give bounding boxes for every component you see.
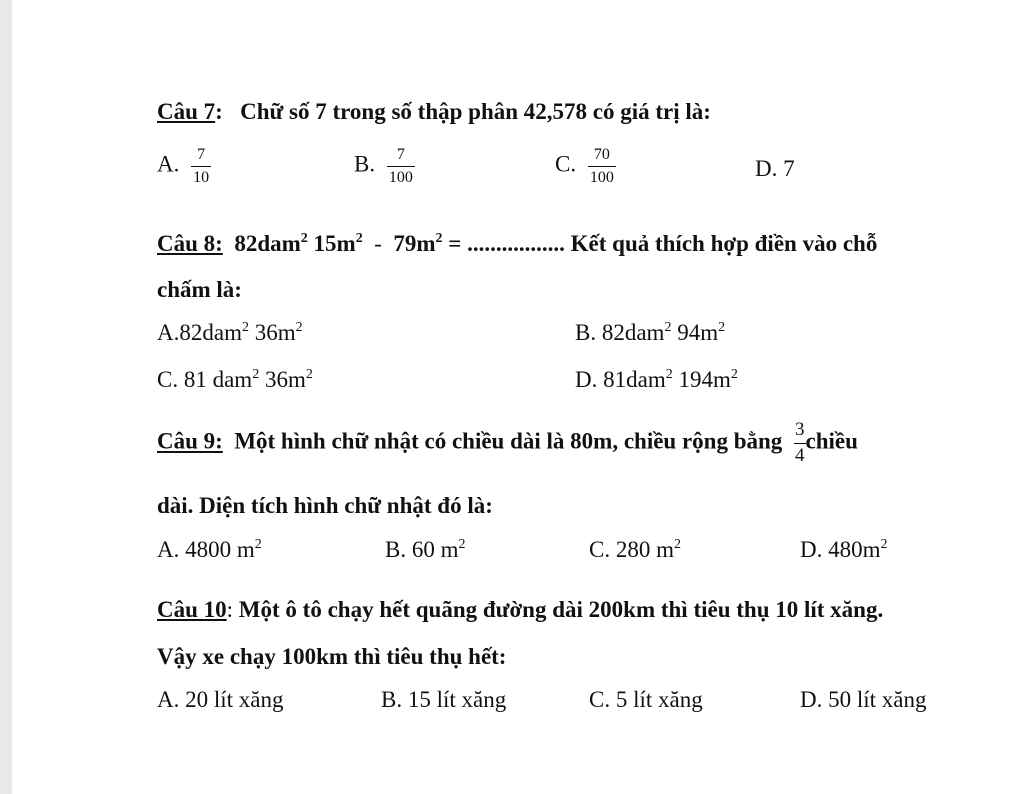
exponent: 2 [252,367,260,382]
question-10-text: Một ô tô chạy hết quãng đường dài 200km thì tiêu thụ 10 lít xăng. [238,597,884,622]
option-text: 94m [677,320,719,345]
option-text: B. 60 m [385,537,459,562]
fraction [794,420,806,467]
q10-option-b: B. 15 lít xăng [381,687,507,712]
exponent: 2 [300,231,308,246]
fraction [191,146,211,186]
option-letter: B. [354,151,376,177]
exponent: 2 [880,537,888,552]
question-8 [157,231,877,257]
option-text: D. 480m [800,537,881,562]
option-text: B. 82dam [575,320,665,345]
exponent: 2 [295,320,303,335]
fraction [588,146,616,186]
fraction-denominator: 10 [191,166,211,187]
question-7-colon: : [215,99,223,124]
question-10 [157,597,883,623]
exponent: 2 [305,367,313,382]
fraction-denominator: 100 [588,166,616,187]
exponent: 2 [664,320,672,335]
question-9 [157,420,858,467]
minus-sign: - [374,231,382,256]
q7-option-d [755,156,795,182]
question-7-label: Câu 7 [157,99,216,124]
option-text: D. 81dam [575,367,666,392]
option-text: C. 280 m [589,537,674,562]
q8-option-b [575,320,725,346]
exponent: 2 [254,537,262,552]
expr-term: 82dam [234,231,301,256]
exponent: 2 [665,367,673,382]
option-text: 36m [254,320,296,345]
q8-option-d [575,367,738,393]
question-9-label: Câu 9: [157,428,223,454]
fraction-numerator: 3 [795,419,805,440]
question-8-label: Câu 8: [157,231,223,256]
exponent: 2 [355,231,363,246]
question-10-colon: : [226,597,234,622]
exponent: 2 [673,537,681,552]
exponent: 2 [718,320,726,335]
question-7 [157,99,711,125]
option-value: 7 [783,156,795,181]
exponent: 2 [458,537,466,552]
option-letter: D. [755,156,778,181]
q7-option-a [157,146,211,186]
exponent: 2 [435,231,443,246]
fraction [387,146,415,186]
option-text: A.82dam [157,320,242,345]
question-9-text-after: chiều [805,428,858,454]
option-text: C. 81 dam [157,367,253,392]
option-text: 36m [264,367,306,392]
question-10-continued: Vậy xe chạy 100km thì tiêu thụ hết: [157,644,507,669]
q9-option-c [589,537,681,563]
fraction-numerator: 7 [197,146,206,163]
fill-in-dots: ................. [467,231,565,256]
exponent: 2 [241,320,249,335]
option-letter: C. [555,151,577,177]
fraction-numerator: 7 [396,146,405,163]
q10-option-c: C. 5 lít xăng [589,687,703,712]
q7-option-b [354,146,415,186]
expr-term: 79m [393,231,436,256]
q10-option-d: D. 50 lít xăng [800,687,927,712]
fraction-denominator: 4 [795,444,805,466]
expr-term: 15m [313,231,356,256]
equals-sign: = [448,231,462,256]
q10-option-a: A. 20 lít xăng [157,687,284,712]
question-8-text: Kết quả thích hợp điền vào chỗ [570,231,878,256]
q9-option-a [157,537,262,563]
option-letter: A. [157,151,180,177]
q9-option-d [800,537,888,563]
q8-option-c [157,367,313,393]
option-text: 194m [678,367,731,392]
q8-option-a [157,320,303,346]
question-8-continued: chấm là: [157,277,242,302]
q7-option-c [555,146,616,186]
question-9-text: Một hình chữ nhật có chiều dài là 80m, chiều rộng bằng [234,428,783,454]
document-page [12,0,1024,794]
fraction-denominator: 100 [387,166,415,187]
q9-option-b [385,537,465,563]
exponent: 2 [730,367,738,382]
option-text: A. 4800 m [157,537,255,562]
fraction-numerator: 70 [593,146,610,163]
question-10-label: Câu 10 [157,597,227,622]
question-7-text: Chữ số 7 trong số thập phân 42,578 có giá trị là: [240,99,711,124]
question-9-continued: dài. Diện tích hình chữ nhật đó là: [157,493,493,518]
